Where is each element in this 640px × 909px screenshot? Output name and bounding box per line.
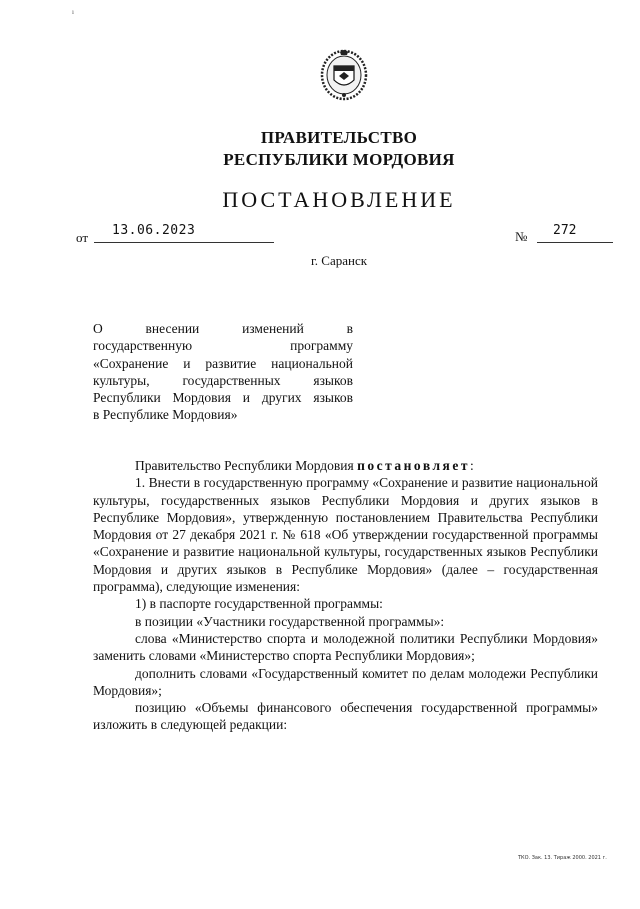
subject-line-4: культуры, государственных языков xyxy=(93,372,354,388)
decree-intro: Правительство Республики Мордовия постановляет: xyxy=(135,458,474,473)
corner-mark: ı xyxy=(72,8,74,16)
date-prefix: от xyxy=(76,230,89,245)
subject-line-5: Республики Мордовия и других языков xyxy=(93,390,353,406)
subject-line-1: О внесении изменений в xyxy=(93,321,354,336)
document-body xyxy=(93,457,598,734)
government-title-line2: РЕСПУБЛИКИ МОРДОВИЯ xyxy=(223,150,455,169)
government-title-line1: ПРАВИТЕЛЬСТВО xyxy=(260,128,418,147)
number-value: 272 xyxy=(553,223,577,238)
city-name: г. Саранск xyxy=(310,253,368,268)
paragraph-sub-1: 1) в паспорте государственной программы: xyxy=(135,596,383,612)
number-prefix: № xyxy=(515,229,528,244)
paragraph-item-1: 1. Внести в государственную программу «Сохранение и развитие национальной культуры, государственных языков Республики Мордовия и других языков в Республике Мордовия», утвержденную постановлением Правительства Республики Мордовия от 27 декабря 2021 г. № 618 «Об утверждении государственной программы «Сохранение и развитие национальной культуры, государственных языков Республики Мордовия и других языков в Республике Мордовия» (далее – государственная программа), следующие изменения: xyxy=(93,475,598,595)
paragraph-sub-5: позицию «Объемы финансового обеспечения государственной программы» изложить в следующей редакции: xyxy=(93,700,598,733)
decree-keyword: постановляет xyxy=(357,458,470,473)
print-footer-note: ТКО. Зак. 13. Тираж 2000. 2021 г. xyxy=(518,855,607,861)
subject-line-6: в Республике Мордовия» xyxy=(93,407,238,423)
subject-block xyxy=(93,320,353,424)
date-value: 13.06.2023 xyxy=(112,223,196,238)
paragraph-sub-4: дополнить словами «Государственный комитет по делам молодежи Республики Мордовия»; xyxy=(93,665,598,698)
document-type-heading: ПОСТАНОВЛЕНИЕ xyxy=(222,187,456,212)
paragraph-sub-3: слова «Министерство спорта и молодежной политики Республики Мордовия» заменить словами «Министерство спорта Республики Мордовия»; xyxy=(93,630,598,664)
coat-of-arms-emblem xyxy=(318,46,370,102)
subject-line-3: «Сохранение и развитие национальной xyxy=(93,355,353,371)
paragraph-sub-2: в позиции «Участники государственной программы»: xyxy=(135,613,445,629)
subject-line-2: государственную программу xyxy=(93,338,353,354)
